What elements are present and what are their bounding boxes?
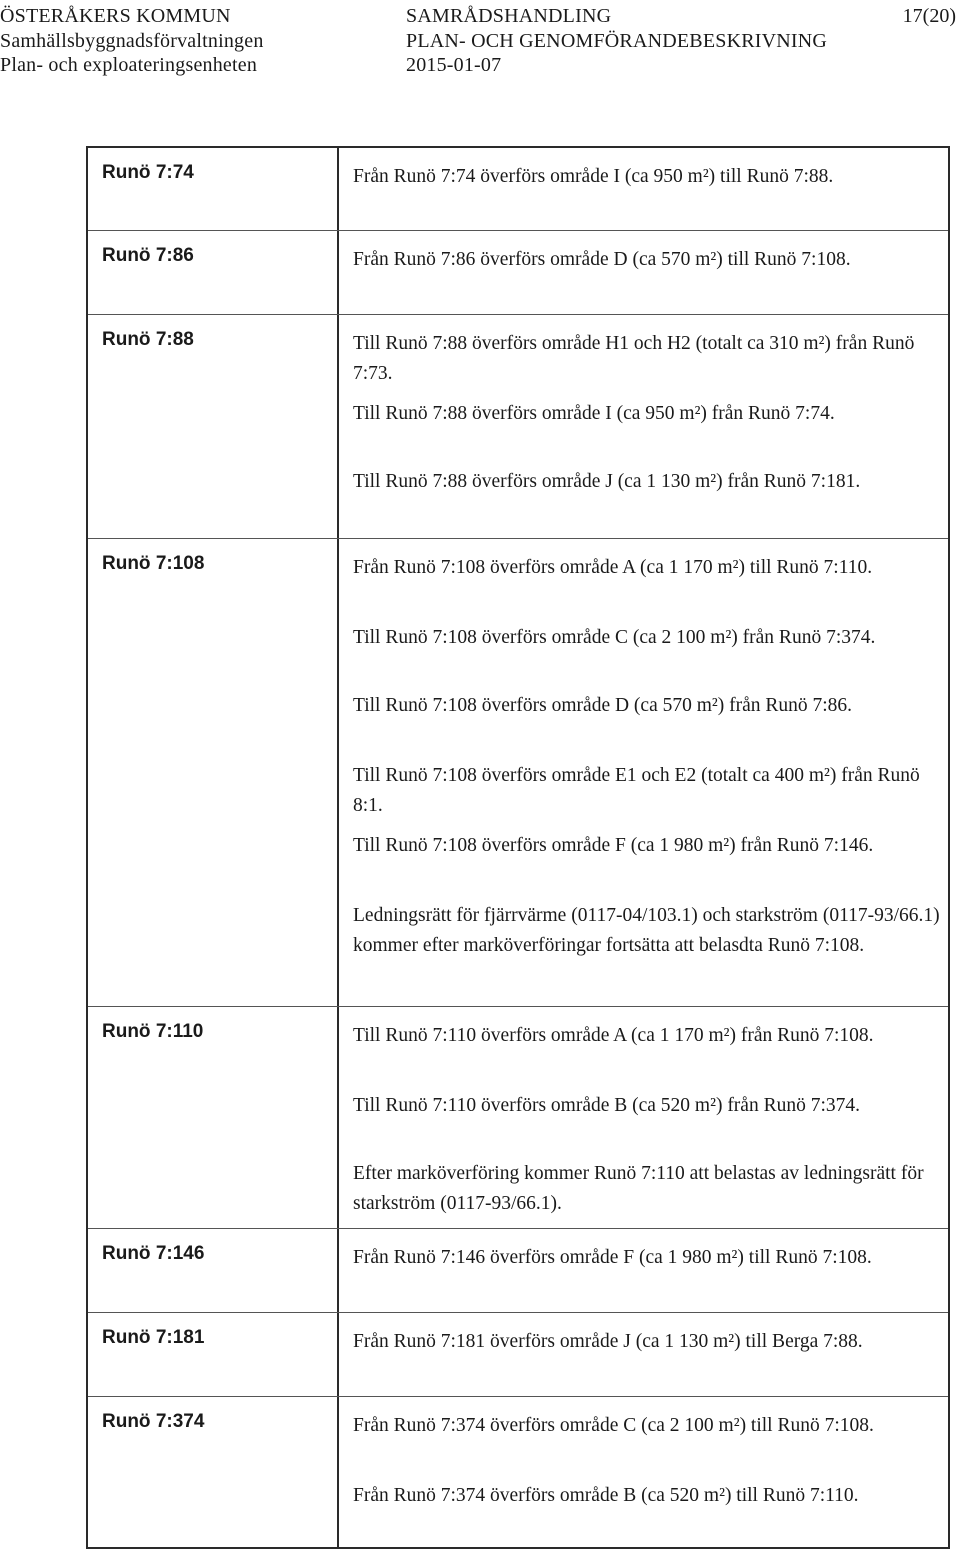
transfer-paragraph: Från Runö 7:374 överförs område C (ca 2 100 m²) till Runö 7:108. [353, 1415, 874, 1436]
transfer-paragraph: Till Runö 7:108 överförs område F (ca 1 980 m²) från Runö 7:146. [353, 835, 874, 856]
property-name: Runö 7:86 [102, 245, 194, 266]
property-transfer-table [86, 146, 950, 1549]
document-date: 2015-01-07 [406, 54, 502, 76]
transfer-paragraph: Från Runö 7:146 överförs område F (ca 1 980 m²) till Runö 7:108. [353, 1247, 872, 1268]
table-row [88, 1006, 948, 1229]
property-name: Runö 7:146 [102, 1243, 205, 1264]
transfer-paragraph: Ledningsrätt för fjärrvärme (0117-04/103.1) och starkström (0117-93/66.1) kommer efter marköverföringar fortsätta att belasdta Runö 7:108. [353, 905, 940, 956]
property-name: Runö 7:374 [102, 1411, 205, 1432]
transfer-paragraph: Till Runö 7:88 överförs område H1 och H2 (totalt ca 310 m²) från Runö 7:73. [353, 333, 915, 384]
table-row [88, 148, 948, 230]
transfer-paragraph: Till Runö 7:88 överförs område J (ca 1 130 m²) från Runö 7:181. [353, 471, 861, 492]
transfer-paragraph: Till Runö 7:108 överförs område D (ca 570 m²) från Runö 7:86. [353, 695, 853, 716]
property-name: Runö 7:74 [102, 162, 194, 183]
transfer-paragraph: Från Runö 7:108 överförs område A (ca 1 170 m²) till Runö 7:110. [353, 557, 873, 578]
transfer-paragraph: Från Runö 7:181 överförs område J (ca 1 130 m²) till Berga 7:88. [353, 1331, 863, 1352]
transfer-paragraph: Till Runö 7:108 överförs område E1 och E2 (totalt ca 400 m²) från Runö 8:1. [353, 765, 920, 816]
table-row [88, 538, 948, 1007]
transfer-paragraph: Från Runö 7:74 överförs område I (ca 950 m²) till Runö 7:88. [353, 166, 834, 187]
transfer-paragraph: Till Runö 7:88 överförs område I (ca 950 m²) från Runö 7:74. [353, 403, 835, 424]
header-middle [406, 4, 827, 78]
transfer-paragraph: Till Runö 7:108 överförs område C (ca 2 100 m²) från Runö 7:374. [353, 627, 876, 648]
transfer-paragraph: Från Runö 7:86 överförs område D (ca 570 m²) till Runö 7:108. [353, 249, 851, 270]
transfer-paragraph: Från Runö 7:374 överförs område B (ca 520 m²) till Runö 7:110. [353, 1485, 859, 1506]
table-row [88, 230, 948, 315]
table-row [88, 1396, 948, 1548]
unit-name: Plan- och exploateringsenheten [0, 54, 258, 76]
transfer-paragraph: Efter marköverföring kommer Runö 7:110 att belastas av ledningsrätt för starkström (0117-93/66.1). [353, 1163, 924, 1214]
transfer-paragraph: Till Runö 7:110 överförs område A (ca 1 170 m²) från Runö 7:108. [353, 1025, 874, 1046]
header-left [0, 4, 264, 78]
property-name: Runö 7:108 [102, 553, 205, 574]
table-row [88, 1228, 948, 1313]
department-name: Samhällsbyggnadsförvaltningen [0, 29, 264, 52]
table-row [88, 1312, 948, 1397]
transfer-paragraph: Till Runö 7:110 överförs område B (ca 520 m²) från Runö 7:374. [353, 1095, 861, 1116]
property-name: Runö 7:88 [102, 329, 194, 350]
municipality-name: ÖSTERÅKERS KOMMUN [0, 5, 231, 27]
property-name: Runö 7:181 [102, 1327, 205, 1348]
property-name: Runö 7:110 [102, 1021, 204, 1042]
document-type: PLAN- OCH GENOMFÖRANDEBESKRIVNING [406, 29, 828, 52]
document-status: SAMRÅDSHANDLING [406, 5, 612, 27]
table-row [88, 314, 948, 539]
page-number: 17(20) [902, 5, 956, 27]
